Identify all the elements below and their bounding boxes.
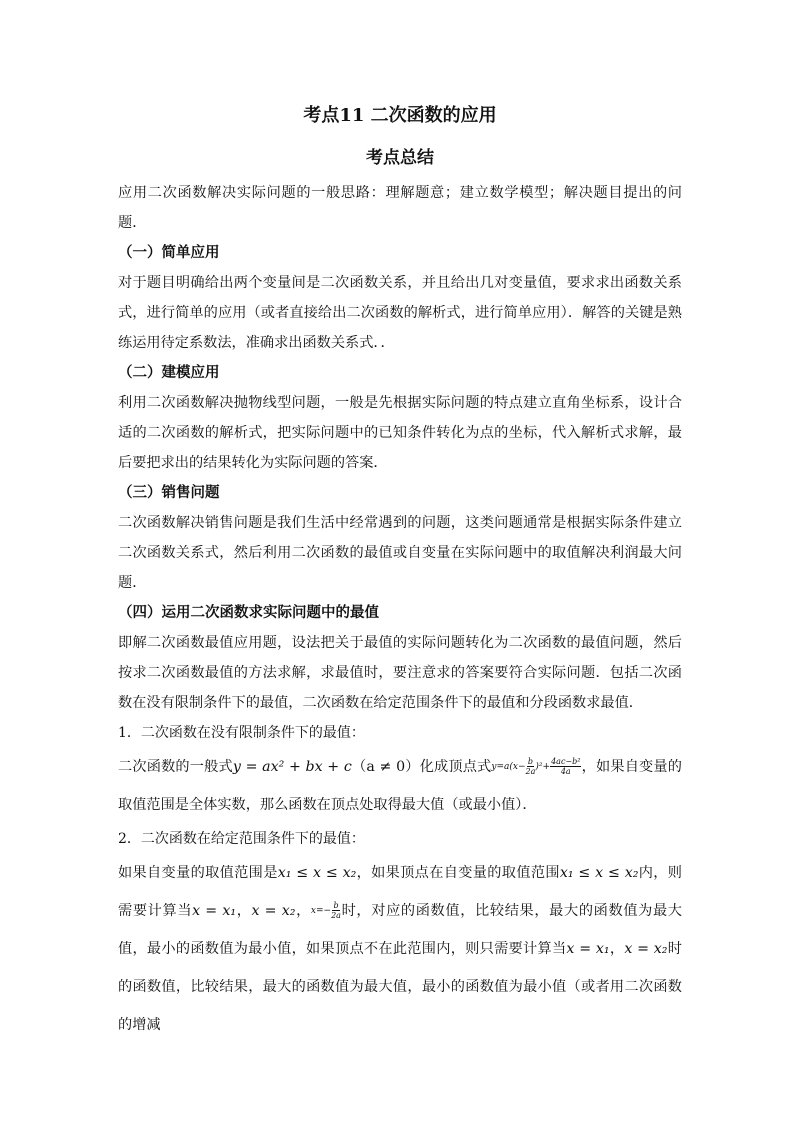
document-title: 考点11 二次函数的应用 (303, 105, 497, 126)
vertex-x-formula (310, 901, 341, 920)
intro-paragraph: 应用二次函数解决实际问题的一般思路：理解题意；建立数学模型；解决题目提出的问题． (118, 185, 682, 231)
vertex-fraction-denominator: 2a (525, 767, 536, 776)
item1-text-b: 化成顶点式 (419, 759, 492, 775)
item1-text-a: 二次函数的一般式 (118, 759, 233, 775)
x-equals-x1-b: x = x₁ (566, 941, 610, 957)
section-body-modeling-application: 利用二次函数解决抛物线型问题，一般是先根据实际问题的特点建立直角坐标系，设计合适的二次函数的解析式，把实际问题中的已知条件转化为点的坐标，代入解析式求解，最后要把求出的结果转化为实际问题的答案． (118, 395, 682, 471)
vertex-x-denominator: 2a (331, 911, 341, 920)
vertex-form-mid: )²+ (535, 762, 551, 772)
item2-text-b: ，如果顶点在自变量的取值范围 (356, 865, 560, 881)
item2-text-c: 内，则需要计算当 (118, 865, 682, 919)
vertex-fraction-numerator: b (527, 757, 534, 766)
section-body-sales-problem: 二次函数解决销售问题是我们生活中经常遇到的问题，这类问题通常是根据实际条件建立二次函数关系式，然后利用二次函数的最值或自变量在实际问题中的取值解决利润最大问题． (118, 515, 682, 591)
item2-title: 2．二次函数在给定范围条件下的最值： (118, 831, 365, 847)
item2-separator-3: ， (609, 941, 625, 957)
item1-paragraph (118, 748, 682, 824)
item1-title: 1．二次函数在没有限制条件下的最值： (118, 725, 365, 741)
item2-text-a: 如果自变量的取值范围是 (118, 865, 278, 881)
vertex-x-fraction (331, 901, 341, 920)
vertex-form-formula (491, 757, 581, 776)
item2-separator-2: ， (295, 903, 311, 919)
vertex-x-numerator: b (333, 901, 339, 910)
item2-text-d: 时，对应的函数值，比较结果，最大的函数值为最大值，最小的函数值为最小值，如果顶点不在此范围内，则只需要计算当 (118, 903, 682, 957)
range-formula: x₁ ≤ x ≤ x₂ (277, 865, 357, 881)
vertex-fraction-constant (550, 757, 581, 776)
general-form-formula: y = ax² + bx + c (232, 759, 352, 775)
item2-separator: ， (236, 903, 252, 919)
vertex-constant-numerator: 4ac−b² (551, 757, 581, 766)
vertex-x-left: x=− (310, 906, 332, 916)
section-body-extreme-values: 即解二次函数最值应用题，设法把关于最值的实际问题转化为二次函数的最值问题，然后按求二次函数最值的方法求解，求最值时，要注意求的答案要符合实际问题．包括二次函数在没有限制条件下的最值，二次函数在给定范围条件下的最值和分段函数求最值． (118, 635, 682, 711)
section-heading-sales-problem: （三）销售问题 (118, 484, 220, 501)
x-equals-x2-b: x = x₂ (624, 941, 668, 957)
section-body-simple-application: 对于题目明确给出两个变量间是二次函数关系，并且给出几对变量值，要求求出函数关系式，进行简单的应用（或者直接给出二次函数的解析式，进行简单应用）．解答的关键是熟练运用待定系数法，准确求出函数关系式．． (118, 275, 682, 351)
vertex-form-left: y=a(x− (491, 762, 526, 772)
item1-text-c: ，如果自变量的取值范围是全体实数，那么函数在顶点处取得最大值（或最小值）． (118, 759, 682, 813)
x-equals-x1: x = x₁ (192, 903, 237, 919)
item2-paragraph (118, 854, 682, 1044)
vertex-fraction-b-over-2a (526, 757, 536, 776)
item2-text-e: 时的函数值，比较结果，最大的函数值为最大值，最小的函数值为最小值（或者用二次函数的增减 (118, 941, 682, 1033)
section-heading-modeling-application: （二）建模应用 (118, 364, 220, 381)
range-formula-2: x₁ ≤ x ≤ x₂ (559, 865, 639, 881)
document-page (118, 100, 682, 1044)
general-form-condition: （a ≠ 0） (351, 759, 420, 775)
x-equals-x2: x = x₂ (251, 903, 296, 919)
section-heading-extreme-values: （四）运用二次函数求实际问题中的最值 (118, 604, 379, 621)
document-subtitle: 考点总结 (366, 148, 434, 168)
section-heading-simple-application: （一）简单应用 (118, 244, 220, 261)
vertex-constant-denominator: 4a (560, 767, 571, 776)
